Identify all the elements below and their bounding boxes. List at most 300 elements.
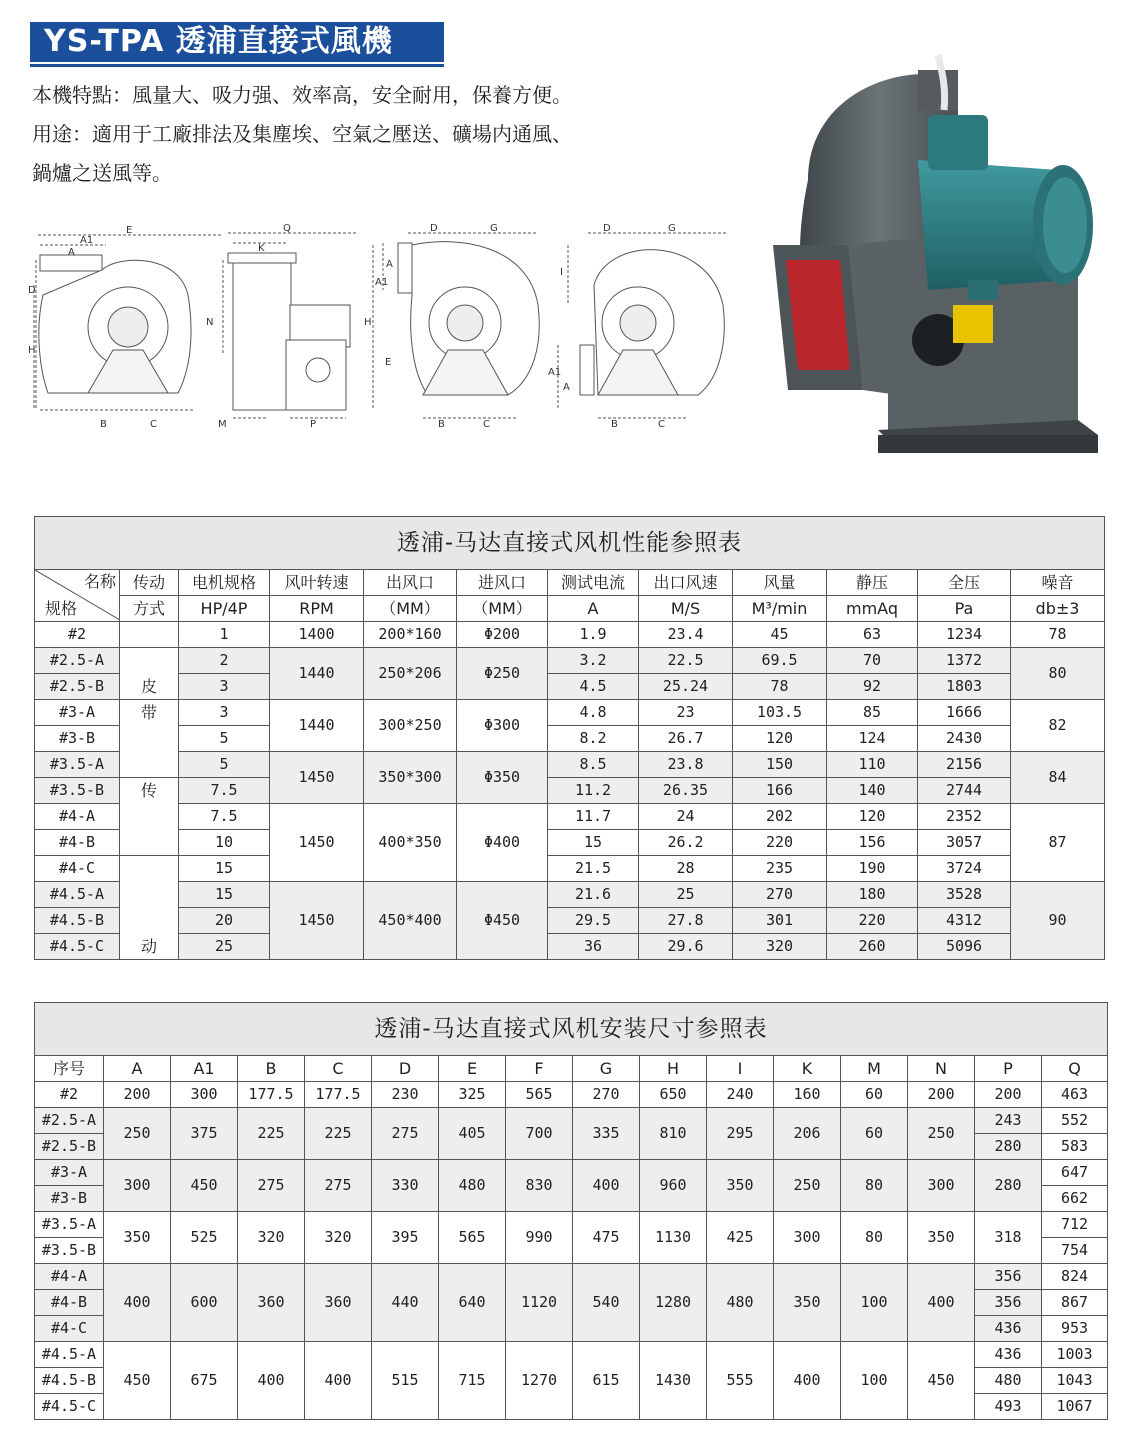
dim-c-cell: 275 — [305, 1160, 372, 1212]
diagram-label: H — [364, 317, 372, 328]
dim-c-cell: 177.5 — [305, 1082, 372, 1108]
dim-q-cell: 1067 — [1042, 1394, 1108, 1420]
intro-line: 本機特點：風量大、吸力强、效率高，安全耐用，保養方便。 — [32, 83, 572, 107]
column-header: F — [506, 1056, 573, 1082]
velocity-cell: 23.4 — [639, 622, 733, 648]
dim-n-cell: 300 — [908, 1160, 975, 1212]
spec-cell: #3-B — [35, 1186, 104, 1212]
total-pressure-cell: 2744 — [918, 778, 1011, 804]
dim-b-cell: 400 — [238, 1342, 305, 1420]
dim-q-cell: 1043 — [1042, 1368, 1108, 1394]
column-header: H — [640, 1056, 707, 1082]
current-cell: 3.2 — [548, 648, 639, 674]
dim-d-cell: 395 — [372, 1212, 439, 1264]
outlet-cell: 250*206 — [364, 648, 457, 700]
dim-d-cell: 440 — [372, 1264, 439, 1342]
spec-cell: #2.5-A — [35, 1108, 104, 1134]
outlet-cell: 300*250 — [364, 700, 457, 752]
outlet-cell: 400*350 — [364, 804, 457, 882]
column-header: 电机规格 — [179, 570, 270, 596]
diagram-label: Q — [283, 223, 291, 234]
current-cell: 8.5 — [548, 752, 639, 778]
column-subheader: 方式 — [120, 596, 179, 622]
diagram-label: M — [218, 419, 227, 430]
diagram-label: A — [68, 247, 75, 258]
column-header: 风叶转速 — [270, 570, 364, 596]
dim-i-cell: 555 — [707, 1342, 774, 1420]
spec-cell: #2 — [35, 1082, 104, 1108]
drive-cell: 带 — [120, 700, 179, 778]
current-cell: 11.2 — [548, 778, 639, 804]
drive-cell: 传 — [120, 778, 179, 856]
spec-cell: #3-A — [35, 700, 120, 726]
dim-f-cell: 830 — [506, 1160, 573, 1212]
inlet-cell: Φ400 — [457, 804, 548, 882]
column-header: 进风口 — [457, 570, 548, 596]
spec-cell: #4.5-C — [35, 1394, 104, 1420]
total-pressure-cell: 5096 — [918, 934, 1011, 960]
noise-cell: 87 — [1011, 804, 1105, 882]
inlet-cell: Φ250 — [457, 648, 548, 700]
dim-d-cell: 330 — [372, 1160, 439, 1212]
static-pressure-cell: 70 — [827, 648, 918, 674]
dim-k-cell: 206 — [774, 1108, 841, 1160]
dim-k-cell: 350 — [774, 1264, 841, 1342]
static-pressure-cell: 63 — [827, 622, 918, 648]
current-cell: 8.2 — [548, 726, 639, 752]
diagram-label: A — [386, 259, 393, 270]
dim-q-cell: 463 — [1042, 1082, 1108, 1108]
outlet-cell: 450*400 — [364, 882, 457, 960]
table-row — [35, 778, 1105, 804]
dim-d-cell: 515 — [372, 1342, 439, 1420]
table-row — [35, 882, 1105, 908]
column-header: A1 — [171, 1056, 238, 1082]
column-header: N — [908, 1056, 975, 1082]
dim-f-cell: 1270 — [506, 1342, 573, 1420]
dim-p-cell: 243 — [975, 1108, 1042, 1134]
airflow-cell: 235 — [733, 856, 827, 882]
diagram-label: H — [28, 345, 36, 356]
dim-p-cell: 480 — [975, 1368, 1042, 1394]
performance-rows — [35, 622, 1105, 960]
table-row — [35, 752, 1105, 778]
dim-e-cell: 480 — [439, 1160, 506, 1212]
dim-b-cell: 177.5 — [238, 1082, 305, 1108]
spec-cell: #4-A — [35, 1264, 104, 1290]
column-header: 全压 — [918, 570, 1011, 596]
dim-h-cell: 960 — [640, 1160, 707, 1212]
diagram-label: B — [438, 419, 445, 430]
diagram-label: N — [206, 317, 214, 328]
diagram-label: A1 — [548, 367, 562, 378]
column-header: Q — [1042, 1056, 1108, 1082]
diagram-label: D — [28, 285, 36, 296]
dim-k-cell: 400 — [774, 1342, 841, 1420]
table-row — [35, 1108, 1108, 1134]
dim-g-cell: 615 — [573, 1342, 640, 1420]
drive-cell — [120, 622, 179, 648]
dimensions-table — [34, 1002, 1108, 1420]
dim-m-cell: 100 — [841, 1342, 908, 1420]
column-header: 出口风速 — [639, 570, 733, 596]
spec-cell: #4-C — [35, 1316, 104, 1342]
dim-a1-cell: 300 — [171, 1082, 238, 1108]
noise-cell: 82 — [1011, 700, 1105, 752]
motor-hp-cell: 15 — [179, 882, 270, 908]
diagram-label: C — [658, 419, 665, 430]
intro-text — [32, 76, 572, 193]
column-header: 风量 — [733, 570, 827, 596]
outlet-cell: 200*160 — [364, 622, 457, 648]
static-pressure-cell: 180 — [827, 882, 918, 908]
current-cell: 36 — [548, 934, 639, 960]
table-row — [35, 1342, 1108, 1368]
dim-q-cell: 647 — [1042, 1160, 1108, 1186]
spec-cell: #2.5-A — [35, 648, 120, 674]
current-cell: 1.9 — [548, 622, 639, 648]
static-pressure-cell: 120 — [827, 804, 918, 830]
velocity-cell: 29.6 — [639, 934, 733, 960]
dim-q-cell: 662 — [1042, 1186, 1108, 1212]
total-pressure-cell: 3724 — [918, 856, 1011, 882]
column-header: K — [774, 1056, 841, 1082]
spec-cell: #3.5-A — [35, 1212, 104, 1238]
rpm-cell: 1450 — [270, 804, 364, 882]
table-row — [35, 1264, 1108, 1290]
column-subheader: mmAq — [827, 596, 918, 622]
rpm-cell: 1450 — [270, 752, 364, 804]
spec-cell: #4-B — [35, 830, 120, 856]
current-cell: 29.5 — [548, 908, 639, 934]
column-header: 静压 — [827, 570, 918, 596]
diagram-label: C — [483, 419, 490, 430]
dim-e-cell: 715 — [439, 1342, 506, 1420]
velocity-cell: 25 — [639, 882, 733, 908]
dim-g-cell: 540 — [573, 1264, 640, 1342]
corner-spec: 规格 — [45, 599, 78, 618]
airflow-cell: 166 — [733, 778, 827, 804]
dim-a-cell: 350 — [104, 1212, 171, 1264]
dim-q-cell: 953 — [1042, 1316, 1108, 1342]
spec-cell: #3.5-B — [35, 1238, 104, 1264]
column-header: 噪音 — [1011, 570, 1105, 596]
spec-cell: #4.5-A — [35, 882, 120, 908]
total-pressure-cell: 1372 — [918, 648, 1011, 674]
table-caption: 透浦-马达直接式风机安装尺寸参照表 — [35, 1003, 1108, 1056]
static-pressure-cell: 260 — [827, 934, 918, 960]
dim-a-cell: 300 — [104, 1160, 171, 1212]
dim-p-cell: 356 — [975, 1264, 1042, 1290]
dim-a1-cell: 600 — [171, 1264, 238, 1342]
corner-name: 名称 — [83, 572, 116, 591]
airflow-cell: 270 — [733, 882, 827, 908]
spec-cell: #4.5-B — [35, 1368, 104, 1394]
dim-g-cell: 475 — [573, 1212, 640, 1264]
dim-a-cell: 450 — [104, 1342, 171, 1420]
motor-hp-cell: 7.5 — [179, 804, 270, 830]
motor-hp-cell: 5 — [179, 726, 270, 752]
dim-b-cell: 275 — [238, 1160, 305, 1212]
page-title: YS-TPA 透浦直接式風機 — [30, 22, 444, 62]
motor-hp-cell: 2 — [179, 648, 270, 674]
diagram-label: B — [100, 419, 107, 430]
dim-p-cell: 436 — [975, 1342, 1042, 1368]
dim-h-cell: 650 — [640, 1082, 707, 1108]
dim-h-cell: 810 — [640, 1108, 707, 1160]
dim-c-cell: 320 — [305, 1212, 372, 1264]
dim-a1-cell: 450 — [171, 1160, 238, 1212]
diagram-label: I — [560, 267, 563, 278]
dim-p-cell: 280 — [975, 1134, 1042, 1160]
dim-a-cell: 250 — [104, 1108, 171, 1160]
table-row — [35, 934, 1105, 960]
static-pressure-cell: 110 — [827, 752, 918, 778]
airflow-cell: 45 — [733, 622, 827, 648]
dim-a-cell: 200 — [104, 1082, 171, 1108]
dim-h-cell: 1430 — [640, 1342, 707, 1420]
inlet-cell: Φ450 — [457, 882, 548, 960]
dim-k-cell: 250 — [774, 1160, 841, 1212]
motor-hp-cell: 5 — [179, 752, 270, 778]
dim-i-cell: 350 — [707, 1160, 774, 1212]
dim-q-cell: 824 — [1042, 1264, 1108, 1290]
airflow-cell: 301 — [733, 908, 827, 934]
table-row — [35, 674, 1105, 700]
dim-p-cell: 318 — [975, 1212, 1042, 1264]
dim-m-cell: 100 — [841, 1264, 908, 1342]
spec-cell: #3.5-B — [35, 778, 120, 804]
dim-f-cell: 990 — [506, 1212, 573, 1264]
column-header: D — [372, 1056, 439, 1082]
static-pressure-cell: 92 — [827, 674, 918, 700]
rpm-cell: 1450 — [270, 882, 364, 960]
dim-i-cell: 480 — [707, 1264, 774, 1342]
side-view-2 — [373, 233, 539, 418]
static-pressure-cell: 190 — [827, 856, 918, 882]
dim-n-cell: 350 — [908, 1212, 975, 1264]
dim-e-cell: 640 — [439, 1264, 506, 1342]
noise-cell: 90 — [1011, 882, 1105, 960]
drive-cell: 皮 — [120, 648, 179, 700]
total-pressure-cell: 1666 — [918, 700, 1011, 726]
total-pressure-cell: 1803 — [918, 674, 1011, 700]
motor-hp-cell: 1 — [179, 622, 270, 648]
static-pressure-cell: 220 — [827, 908, 918, 934]
inlet-cell: Φ350 — [457, 752, 548, 804]
velocity-cell: 22.5 — [639, 648, 733, 674]
dimension-diagrams — [28, 215, 740, 435]
motor-hp-cell: 10 — [179, 830, 270, 856]
motor-hp-cell: 3 — [179, 674, 270, 700]
current-cell: 4.8 — [548, 700, 639, 726]
dim-a1-cell: 675 — [171, 1342, 238, 1420]
dim-a1-cell: 525 — [171, 1212, 238, 1264]
dim-g-cell: 335 — [573, 1108, 640, 1160]
current-cell: 11.7 — [548, 804, 639, 830]
dim-b-cell: 320 — [238, 1212, 305, 1264]
intro-line: 鍋爐之送風等。 — [32, 161, 172, 185]
column-subheader: （MM） — [364, 596, 457, 622]
velocity-cell: 23.8 — [639, 752, 733, 778]
spec-cell: #3.5-A — [35, 752, 120, 778]
spec-cell: #2.5-B — [35, 1134, 104, 1160]
total-pressure-cell: 2430 — [918, 726, 1011, 752]
column-subheader: HP/4P — [179, 596, 270, 622]
velocity-cell: 28 — [639, 856, 733, 882]
total-pressure-cell: 4312 — [918, 908, 1011, 934]
dim-n-cell: 250 — [908, 1108, 975, 1160]
column-subheader: RPM — [270, 596, 364, 622]
dim-q-cell: 1003 — [1042, 1342, 1108, 1368]
diagram-label: K — [258, 243, 265, 254]
diagram-label: D — [430, 223, 438, 234]
total-pressure-cell: 2156 — [918, 752, 1011, 778]
table-row — [35, 1212, 1108, 1238]
dim-f-cell: 565 — [506, 1082, 573, 1108]
airflow-cell: 220 — [733, 830, 827, 856]
dim-e-cell: 565 — [439, 1212, 506, 1264]
column-header: 序号 — [35, 1056, 104, 1082]
column-header: G — [573, 1056, 640, 1082]
table-row — [35, 1082, 1108, 1108]
dim-p-cell: 356 — [975, 1290, 1042, 1316]
velocity-cell: 26.7 — [639, 726, 733, 752]
current-cell: 4.5 — [548, 674, 639, 700]
table-row — [35, 804, 1105, 830]
column-subheader: Pa — [918, 596, 1011, 622]
column-header: M — [841, 1056, 908, 1082]
column-header: I — [707, 1056, 774, 1082]
table-row — [35, 908, 1105, 934]
dim-m-cell: 60 — [841, 1108, 908, 1160]
front-view — [223, 233, 358, 418]
side-view-1 — [34, 235, 223, 410]
dim-m-cell: 80 — [841, 1212, 908, 1264]
dim-g-cell: 400 — [573, 1160, 640, 1212]
static-pressure-cell: 140 — [827, 778, 918, 804]
current-cell: 15 — [548, 830, 639, 856]
column-subheader: A — [548, 596, 639, 622]
airflow-cell: 150 — [733, 752, 827, 778]
diagram-label: G — [490, 223, 498, 234]
static-pressure-cell: 156 — [827, 830, 918, 856]
column-header: 传动 — [120, 570, 179, 596]
diagram-label: C — [150, 419, 157, 430]
column-header: 测试电流 — [548, 570, 639, 596]
performance-table — [34, 516, 1105, 960]
column-subheader: db±3 — [1011, 596, 1105, 622]
dim-n-cell: 450 — [908, 1342, 975, 1420]
column-header: 出风口 — [364, 570, 457, 596]
static-pressure-cell: 124 — [827, 726, 918, 752]
motor-hp-cell: 3 — [179, 700, 270, 726]
dim-e-cell: 325 — [439, 1082, 506, 1108]
dim-b-cell: 225 — [238, 1108, 305, 1160]
diagram-label: D — [603, 223, 611, 234]
dim-f-cell: 1120 — [506, 1264, 573, 1342]
diagram-label: B — [611, 419, 618, 430]
dim-d-cell: 275 — [372, 1108, 439, 1160]
column-header: C — [305, 1056, 372, 1082]
table-row — [35, 648, 1105, 674]
motor-hp-cell: 7.5 — [179, 778, 270, 804]
rpm-cell: 1440 — [270, 700, 364, 752]
inlet-cell: Φ200 — [457, 622, 548, 648]
dim-p-cell: 436 — [975, 1316, 1042, 1342]
dim-p-cell: 493 — [975, 1394, 1042, 1420]
column-subheader: M³/min — [733, 596, 827, 622]
velocity-cell: 27.8 — [639, 908, 733, 934]
fan-photo — [768, 50, 1114, 480]
table-row — [35, 700, 1105, 726]
spec-cell: #2 — [35, 622, 120, 648]
dim-d-cell: 230 — [372, 1082, 439, 1108]
rpm-cell: 1400 — [270, 622, 364, 648]
dim-n-cell: 400 — [908, 1264, 975, 1342]
current-cell: 21.5 — [548, 856, 639, 882]
inlet-cell: Φ300 — [457, 700, 548, 752]
diagram-label: A1 — [80, 235, 94, 246]
dim-p-cell: 280 — [975, 1160, 1042, 1212]
table-row — [35, 726, 1105, 752]
noise-cell: 80 — [1011, 648, 1105, 700]
column-header: B — [238, 1056, 305, 1082]
rpm-cell: 1440 — [270, 648, 364, 700]
spec-cell: #2.5-B — [35, 674, 120, 700]
table-row — [35, 830, 1105, 856]
dim-c-cell: 360 — [305, 1264, 372, 1342]
outlet-cell: 350*300 — [364, 752, 457, 804]
dim-a-cell: 400 — [104, 1264, 171, 1342]
current-cell: 21.6 — [548, 882, 639, 908]
motor-hp-cell: 25 — [179, 934, 270, 960]
dim-m-cell: 60 — [841, 1082, 908, 1108]
dim-q-cell: 552 — [1042, 1108, 1108, 1134]
table-caption: 透浦-马达直接式风机性能参照表 — [35, 517, 1105, 570]
velocity-cell: 24 — [639, 804, 733, 830]
dim-c-cell: 225 — [305, 1108, 372, 1160]
spec-cell: #4.5-B — [35, 908, 120, 934]
dim-k-cell: 160 — [774, 1082, 841, 1108]
drive-cell: 动 — [120, 856, 179, 960]
dim-q-cell: 583 — [1042, 1134, 1108, 1160]
static-pressure-cell: 85 — [827, 700, 918, 726]
dim-e-cell: 405 — [439, 1108, 506, 1160]
velocity-cell: 25.24 — [639, 674, 733, 700]
diagram-label: A1 — [375, 277, 389, 288]
diagram-label: E — [126, 225, 133, 236]
airflow-cell: 69.5 — [733, 648, 827, 674]
airflow-cell: 320 — [733, 934, 827, 960]
side-view-3 — [558, 233, 728, 418]
dim-i-cell: 425 — [707, 1212, 774, 1264]
total-pressure-cell: 1234 — [918, 622, 1011, 648]
spec-cell: #4-A — [35, 804, 120, 830]
dims-header-row — [35, 1056, 1108, 1082]
velocity-cell: 26.35 — [639, 778, 733, 804]
dim-q-cell: 754 — [1042, 1238, 1108, 1264]
spec-cell: #3-A — [35, 1160, 104, 1186]
total-pressure-cell: 3057 — [918, 830, 1011, 856]
column-header: A — [104, 1056, 171, 1082]
dimension-rows — [35, 1082, 1108, 1420]
spec-cell: #4.5-C — [35, 934, 120, 960]
dim-q-cell: 867 — [1042, 1290, 1108, 1316]
motor-hp-cell: 15 — [179, 856, 270, 882]
total-pressure-cell: 3528 — [918, 882, 1011, 908]
airflow-cell: 202 — [733, 804, 827, 830]
